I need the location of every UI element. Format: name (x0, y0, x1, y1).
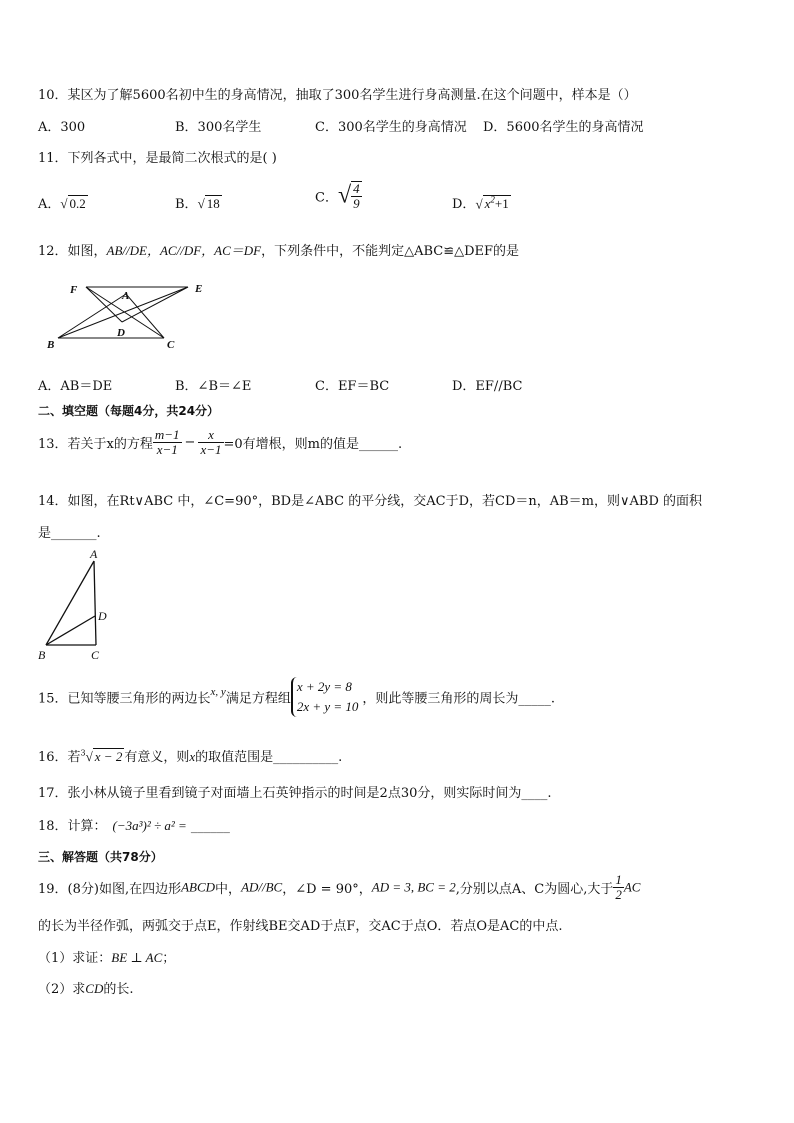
q19-sub1 (38, 947, 175, 966)
q12-stem-post: ，下列条件中，不能判定△ABC≌△DEF的是 (261, 244, 520, 259)
q10-stem: 10．某区为了解5600名初中生的身高情况，抽取了300名学生进行身高测量.在这个问题中，样本是（） (38, 88, 637, 103)
q16-post: 的取值范围是__________. (195, 750, 343, 765)
q11-d-exponent: 2 (490, 194, 495, 205)
q12-stem (38, 240, 519, 259)
q11-radicand-a: 0.2 (69, 196, 86, 211)
q11-fraction-c (351, 181, 362, 211)
q12-option-c: C．EF＝BC (315, 379, 390, 394)
q19-half-numerator: 1 (615, 872, 622, 887)
q13-f1-denominator: x−1 (156, 442, 178, 457)
q19-l1-f: AD = 3, BC = 2 (371, 879, 456, 895)
q12-label-c: C (167, 339, 175, 351)
q16-radicand: x − 2 (94, 749, 123, 764)
q12-label-f: F (70, 284, 78, 296)
section-2-heading: 二、填空题（每题4分，共24分） (38, 404, 220, 418)
q14-segment-ab (46, 561, 94, 645)
q15-mid: 满足方程组 (225, 691, 291, 707)
q11-option-c (315, 181, 362, 211)
q13-post: =0有增根，则m的值是______. (223, 437, 403, 452)
q12-label-b: B (47, 339, 55, 351)
q12-label-e: E (195, 283, 203, 295)
q11-sqrt-d: √ $x^2+1$ (475, 194, 509, 211)
q14-label-d: D (98, 609, 107, 623)
q19-l1-d: AD//BC (241, 879, 283, 895)
q19-sub2-b: CD (85, 981, 104, 996)
q11-stem: 11．下列各式中，是最简二次根式的是( ) (38, 151, 277, 166)
q13-f2-numerator: x (198, 428, 223, 443)
q12-figure (40, 278, 220, 353)
q11-label-a: A． (38, 197, 61, 212)
q16-cube-root: √ x − 2 (85, 749, 123, 764)
q11-d-base: x (484, 196, 491, 211)
q15-pre: 15．已知等腰三角形的两边长 (38, 691, 211, 707)
q15-eq2: 2x + y = 10 (296, 699, 359, 714)
q19-half-fraction (613, 873, 624, 902)
q16-root-index: 3 (80, 748, 86, 758)
q19-l1-a: 19．(8分)如图,在四边形 (38, 882, 182, 897)
q10-option-b: B．300名学生 (175, 120, 262, 135)
q13-pre: 13．若关于x的方程 (38, 437, 153, 452)
q19-l1-e: ，∠D = 90°， (282, 882, 372, 897)
q19-sub1-a: （1）求证： (38, 951, 112, 966)
q13 (38, 428, 402, 457)
q14-line2: 是_______. (38, 526, 101, 541)
q11-c-numerator: 4 (353, 181, 360, 196)
q12-option-b: B．∠B＝∠E (175, 379, 252, 394)
q19-l1-h: AC (623, 879, 641, 895)
q14-label-c: C (91, 648, 100, 662)
q14-label-b: B (38, 648, 46, 662)
q14-line1: 14．如图，在Rt∨ABC 中，∠C=90°，BD是∠ABC 的平分线，交AC于D，若CD＝n，AB＝m，则∨ABD 的面积 (38, 494, 703, 509)
q11-sqrt-a: √ 0.2 (60, 196, 86, 211)
q13-minus: − (184, 435, 196, 450)
q17: 17．张小林从镜子里看到镜子对面墙上石英钟指示的时间是2点30分，则实际时间为____. (38, 786, 552, 801)
q18-expression: (−3a³)² ÷ a² = (112, 818, 187, 833)
q19-line1 (38, 873, 640, 902)
q10-option-c: C．300名学生的身高情况 (315, 120, 467, 135)
q13-f2-denominator: x−1 (200, 442, 222, 457)
q13-fraction-2 (198, 428, 223, 457)
q15 (38, 677, 555, 717)
q11-sqrt-sign-c: √ (337, 182, 352, 209)
q11-radicand-b: 18 (206, 196, 220, 211)
q19-l1-g: ,分别以点A、C为圆心,大于 (455, 882, 614, 897)
q11-c-denominator: 9 (353, 196, 360, 211)
q14-figure (36, 547, 116, 662)
q15-post: ，则此等腰三角形的周长为_____. (362, 691, 556, 707)
q11-option-a (38, 193, 88, 212)
q12-stem-pre: 12．如图， (38, 244, 107, 259)
q13-f1-numerator: m−1 (154, 427, 180, 442)
q19-sub2 (38, 978, 133, 997)
q13-fraction-1 (153, 428, 182, 457)
q19-half-denominator: 2 (615, 887, 622, 902)
q12-condition: AB//DE，AC//DF，AC＝DF (106, 243, 262, 258)
q19-l1-b: ABCD (181, 879, 216, 895)
q11-option-b (175, 193, 222, 212)
q10-option-d: D．5600名学生的身高情况 (483, 120, 644, 135)
q19-line2: 的长为半径作弧，两弧交于点E，作射线BE交AD于点F，交AC于点O．若点O是AC的中点. (38, 919, 563, 934)
q10-option-a: A．300 (38, 120, 86, 135)
q16-mid: 有意义，则 (124, 750, 190, 765)
q19-sub2-a: （2）求 (38, 982, 86, 997)
q19-sub1-c: ； (162, 951, 176, 966)
q15-vars: x, y (210, 686, 226, 699)
q19-sub1-b: BE ⊥ AC (111, 950, 163, 965)
q16 (38, 746, 342, 765)
q19-l1-c: 中， (215, 882, 242, 897)
q16-var: x (189, 749, 196, 764)
q15-equation-system (291, 677, 363, 717)
q11-d-rest: +1 (494, 196, 509, 211)
q11-label-b: B． (175, 197, 198, 212)
q11-label-c: C． (315, 190, 338, 206)
q18 (38, 815, 230, 834)
q11-label-d: D． (452, 197, 476, 212)
q15-eq1: x + 2y = 8 (296, 679, 352, 694)
q11-sqrt-b: √ 18 (197, 196, 220, 211)
q14-segment-ac (94, 561, 96, 645)
q12-option-d: D．EF//BC (452, 379, 523, 394)
q16-pre: 16．若 (38, 750, 81, 765)
q18-pre: 18．计算： (38, 819, 107, 834)
q18-blank: ______ (190, 819, 230, 834)
q12-segment-de (122, 287, 188, 322)
q14-label-a: A (90, 547, 98, 561)
q11-radicand-d (483, 195, 511, 211)
q12-segment-ac (126, 294, 164, 338)
q12-option-a: A．AB＝DE (38, 379, 113, 394)
q11-option-d (452, 193, 511, 212)
q19-sub2-c: 的长. (103, 982, 134, 997)
q12-label-d: D (117, 327, 125, 339)
q12-label-a: A (122, 290, 130, 302)
section-3-heading: 三、解答题（共78分） (38, 850, 163, 864)
q14-segment-bd (46, 616, 95, 645)
